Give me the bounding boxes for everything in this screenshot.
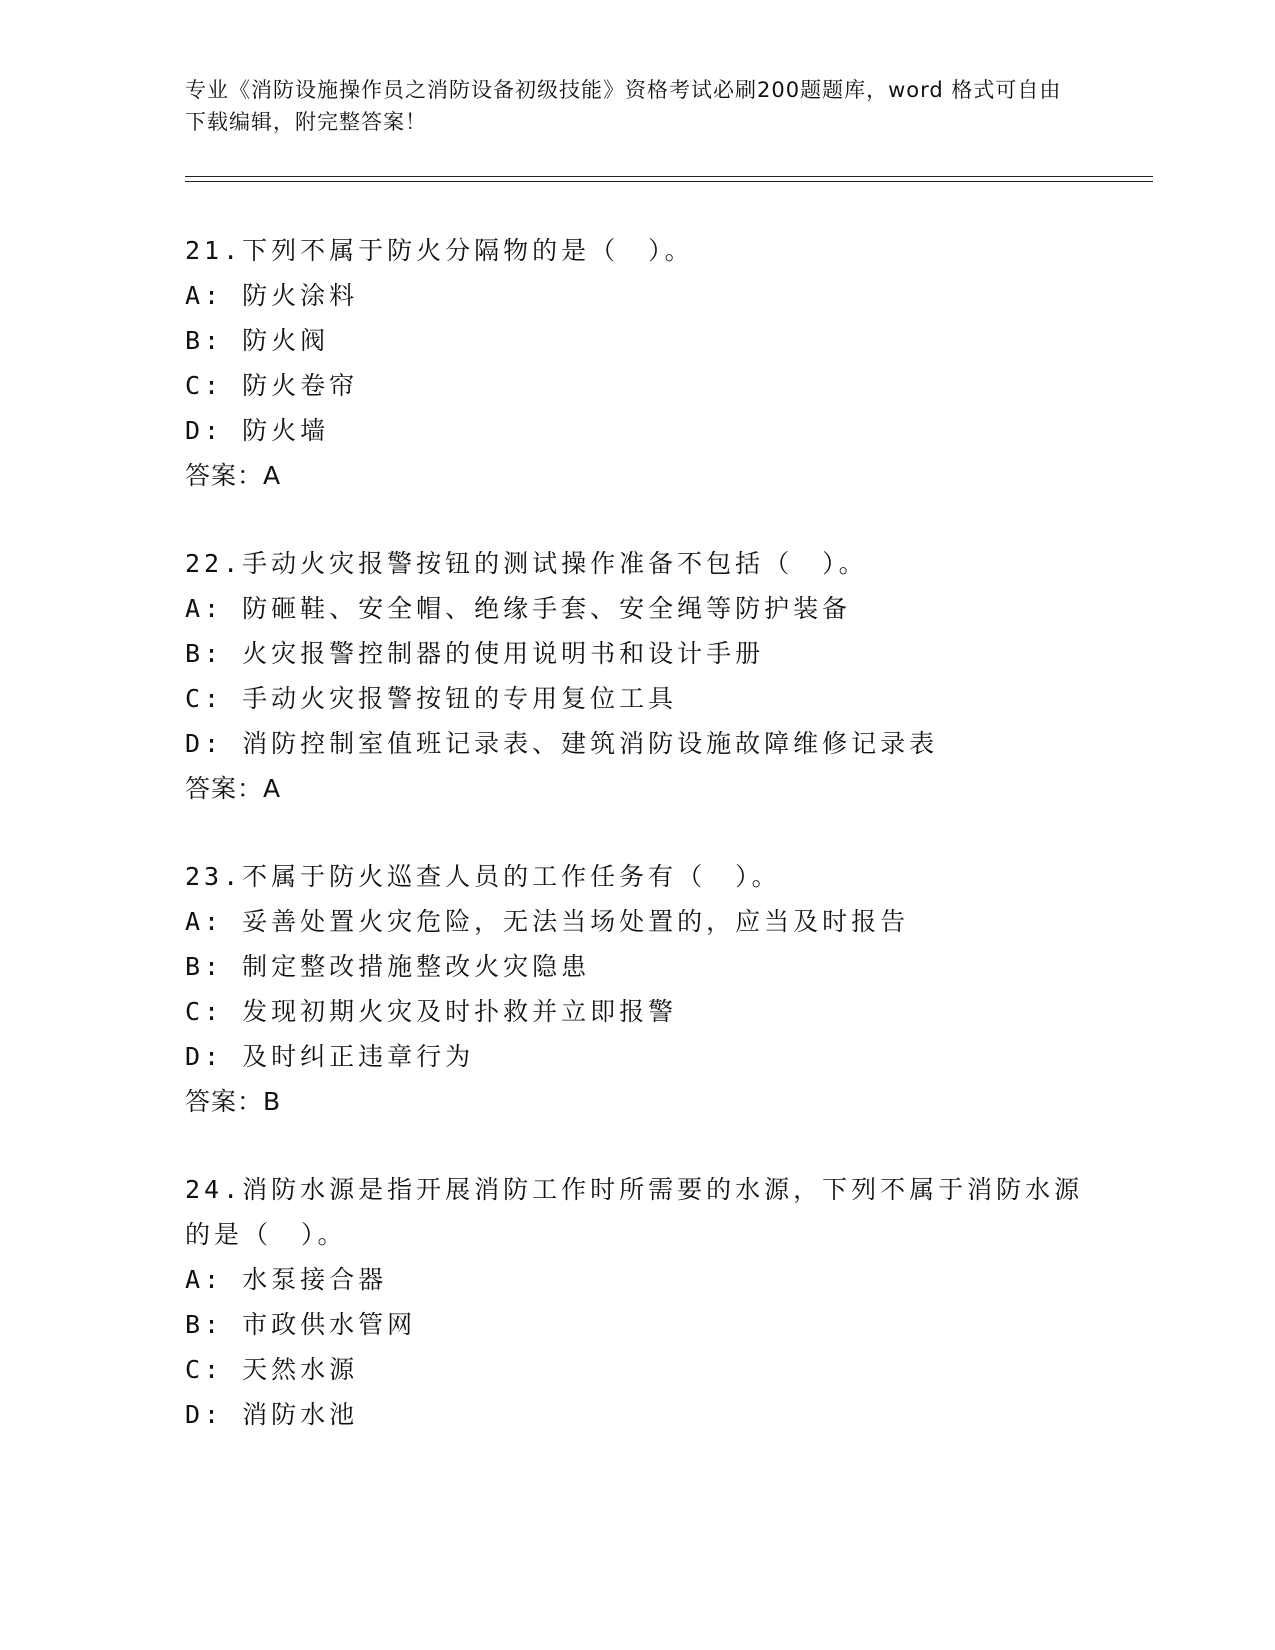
- option-d: D: 及时纠正违章行为: [185, 1042, 475, 1071]
- option-a: A: 防火涂料: [185, 281, 359, 310]
- question-21: [185, 228, 1085, 499]
- question-23: [185, 854, 1085, 1125]
- header-divider-bottom: [185, 181, 1153, 182]
- question-list: [185, 228, 1085, 1479]
- header-divider-top: [185, 176, 1153, 177]
- question-22: [185, 541, 1085, 812]
- option-a: A: 防砸鞋、安全帽、绝缘手套、安全绳等防护装备: [185, 594, 852, 623]
- option-b: B: 制定整改措施整改火灾隐患: [185, 952, 591, 981]
- question-stem: 21.下列不属于防火分隔物的是（ ）。: [185, 236, 694, 265]
- document-header: 专业《消防设施操作员之消防设备初级技能》资格考试必刷200题题库，word 格式可自由下载编辑，附完整答案！: [185, 78, 1062, 134]
- option-b: B: 市政供水管网: [185, 1310, 417, 1339]
- option-a: A: 水泵接合器: [185, 1265, 388, 1294]
- option-c: C: 防火卷帘: [185, 371, 359, 400]
- question-24: [185, 1167, 1085, 1437]
- option-b: B: 火灾报警控制器的使用说明书和设计手册: [185, 639, 765, 668]
- answer-line: 答案：B: [185, 1087, 282, 1116]
- option-d: D: 防火墙: [185, 416, 330, 445]
- option-d: D: 消防水池: [185, 1400, 359, 1429]
- option-b: B: 防火阀: [185, 326, 330, 355]
- option-c: C: 手动火灾报警按钮的专用复位工具: [185, 684, 678, 713]
- question-stem: 22.手动火灾报警按钮的测试操作准备不包括（ ）。: [185, 549, 868, 578]
- question-stem: 23.不属于防火巡查人员的工作任务有（ ）。: [185, 862, 781, 891]
- answer-line: 答案：A: [185, 774, 282, 803]
- option-c: C: 天然水源: [185, 1355, 359, 1384]
- option-d: D: 消防控制室值班记录表、建筑消防设施故障维修记录表: [185, 729, 939, 758]
- option-c: C: 发现初期火灾及时扑救并立即报警: [185, 997, 678, 1026]
- answer-line: 答案：A: [185, 461, 282, 490]
- option-a: A: 妥善处置火灾危险，无法当场处置的，应当及时报告: [185, 907, 910, 936]
- question-stem: 24.消防水源是指开展消防工作时所需要的水源，下列不属于消防水源的是（ ）。: [185, 1175, 1084, 1249]
